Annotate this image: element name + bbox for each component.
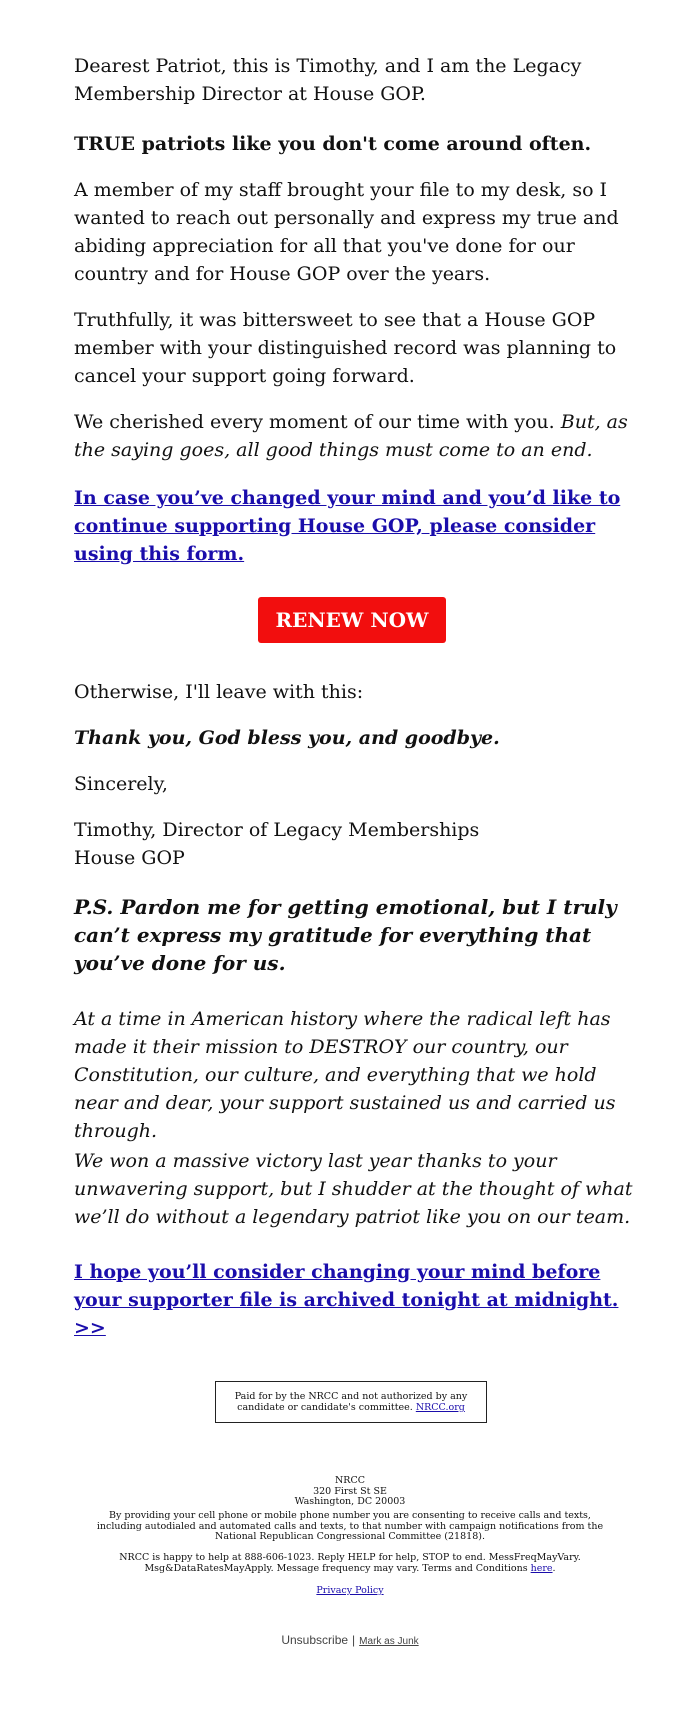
footer-consent: By providing your cell phone or mobile phone number you are consenting to receive calls and texts, including autodialed and automated calls and texts, to that number with campaign notifications from the National Republican Congressional Committee (21818). xyxy=(96,1510,604,1542)
unsubscribe-bar xyxy=(0,1633,700,1647)
mark-as-junk-link[interactable]: Mark as Junk xyxy=(359,1636,419,1647)
unsubscribe-separator: | xyxy=(352,1633,356,1647)
unsubscribe-link[interactable]: Unsubscribe xyxy=(281,1633,349,1647)
ps-paragraph-radical-left: At a time in American history where the radical left has made it their mission to DESTROY our country, our Constitution, our culture, and everything that we hold near and dear, your support sustained us and carried us through. xyxy=(74,1008,616,1142)
signature xyxy=(74,816,634,872)
ps-paragraph-victory: We won a massive victory last year thanks to your unwavering support, but I shudder at the thought of what we’ll do without a legendary patriot like you on our team. xyxy=(74,1150,633,1228)
goodbye-text: Thank you, God bless you, and goodbye. xyxy=(74,727,500,749)
footer-help-text: NRCC is happy to help at 888-606-1023. Reply HELP for help, STOP to end. MessFreqMayVary. Msg&DataRatesMayApply. Message frequency may vary. Terms and Conditions xyxy=(119,1552,581,1574)
signature-name: Timothy, Director of Legacy Memberships xyxy=(74,819,480,841)
signature-org: House GOP xyxy=(74,847,185,869)
nrcc-org-link[interactable]: NRCC.org xyxy=(415,1402,465,1413)
archive-paragraph xyxy=(74,1258,634,1342)
footer-address-line1: 320 First St SE xyxy=(313,1485,387,1497)
consider-form-paragraph xyxy=(74,484,634,568)
disclaimer-text: Paid for by the NRCC and not authorized by any candidate or candidate's committee. xyxy=(234,1391,468,1413)
paragraph-cherished xyxy=(74,408,634,464)
saying-text: But, as the saying goes, all good things must come to an end. xyxy=(74,411,628,461)
privacy-policy-link[interactable]: Privacy Policy xyxy=(316,1585,384,1596)
footer-help: NRCC is happy to help at 888-606-1023. Reply HELP for help, STOP to end. MessFreqMayVary. Msg&DataRatesMayApply. Message frequency may vary. Terms and Conditions here. xyxy=(119,1552,581,1574)
renew-now-button[interactable]: RENEW NOW xyxy=(258,597,446,643)
footer-privacy xyxy=(90,1586,610,1597)
consider-form-link[interactable]: In case you’ve changed your mind and you’d like to continue supporting House GOP, please consider using this form. xyxy=(74,487,621,565)
terms-here-link[interactable]: here xyxy=(530,1562,553,1574)
paragraph-bittersweet: Truthfully, it was bittersweet to see that a House GOP member with your distinguished record was planning to cancel your support going forward. xyxy=(74,309,617,387)
headline: TRUE patriots like you don't come around often. xyxy=(74,133,592,155)
cherished-text: We cherished every moment of our time with you. xyxy=(74,411,561,433)
ps-text: P.S. Pardon me for getting emotional, but I truly can’t express my gratitude for everything that you’ve done for us. xyxy=(74,895,617,975)
greeting-text: Dearest Patriot, this is Timothy, and I am the Legacy Membership Director at House GOP. xyxy=(74,55,582,105)
sincerely-text: Sincerely, xyxy=(74,773,168,795)
archive-link[interactable]: I hope you’ll consider changing your mind before your supporter file is archived tonight at midnight. >> xyxy=(74,1261,619,1339)
otherwise-text: Otherwise, I'll leave with this: xyxy=(74,681,364,703)
paragraph-staff: A member of my staff brought your file to my desk, so I wanted to reach out personally and express my true and abiding appreciation for all that you've done for our country and for House GOP over the years. xyxy=(74,179,619,285)
footer-org: NRCC xyxy=(334,1475,365,1486)
footer-address-line2: Washington, DC 20003 xyxy=(294,1496,406,1507)
footer-address xyxy=(90,1476,610,1508)
disclaimer-box xyxy=(215,1381,487,1423)
